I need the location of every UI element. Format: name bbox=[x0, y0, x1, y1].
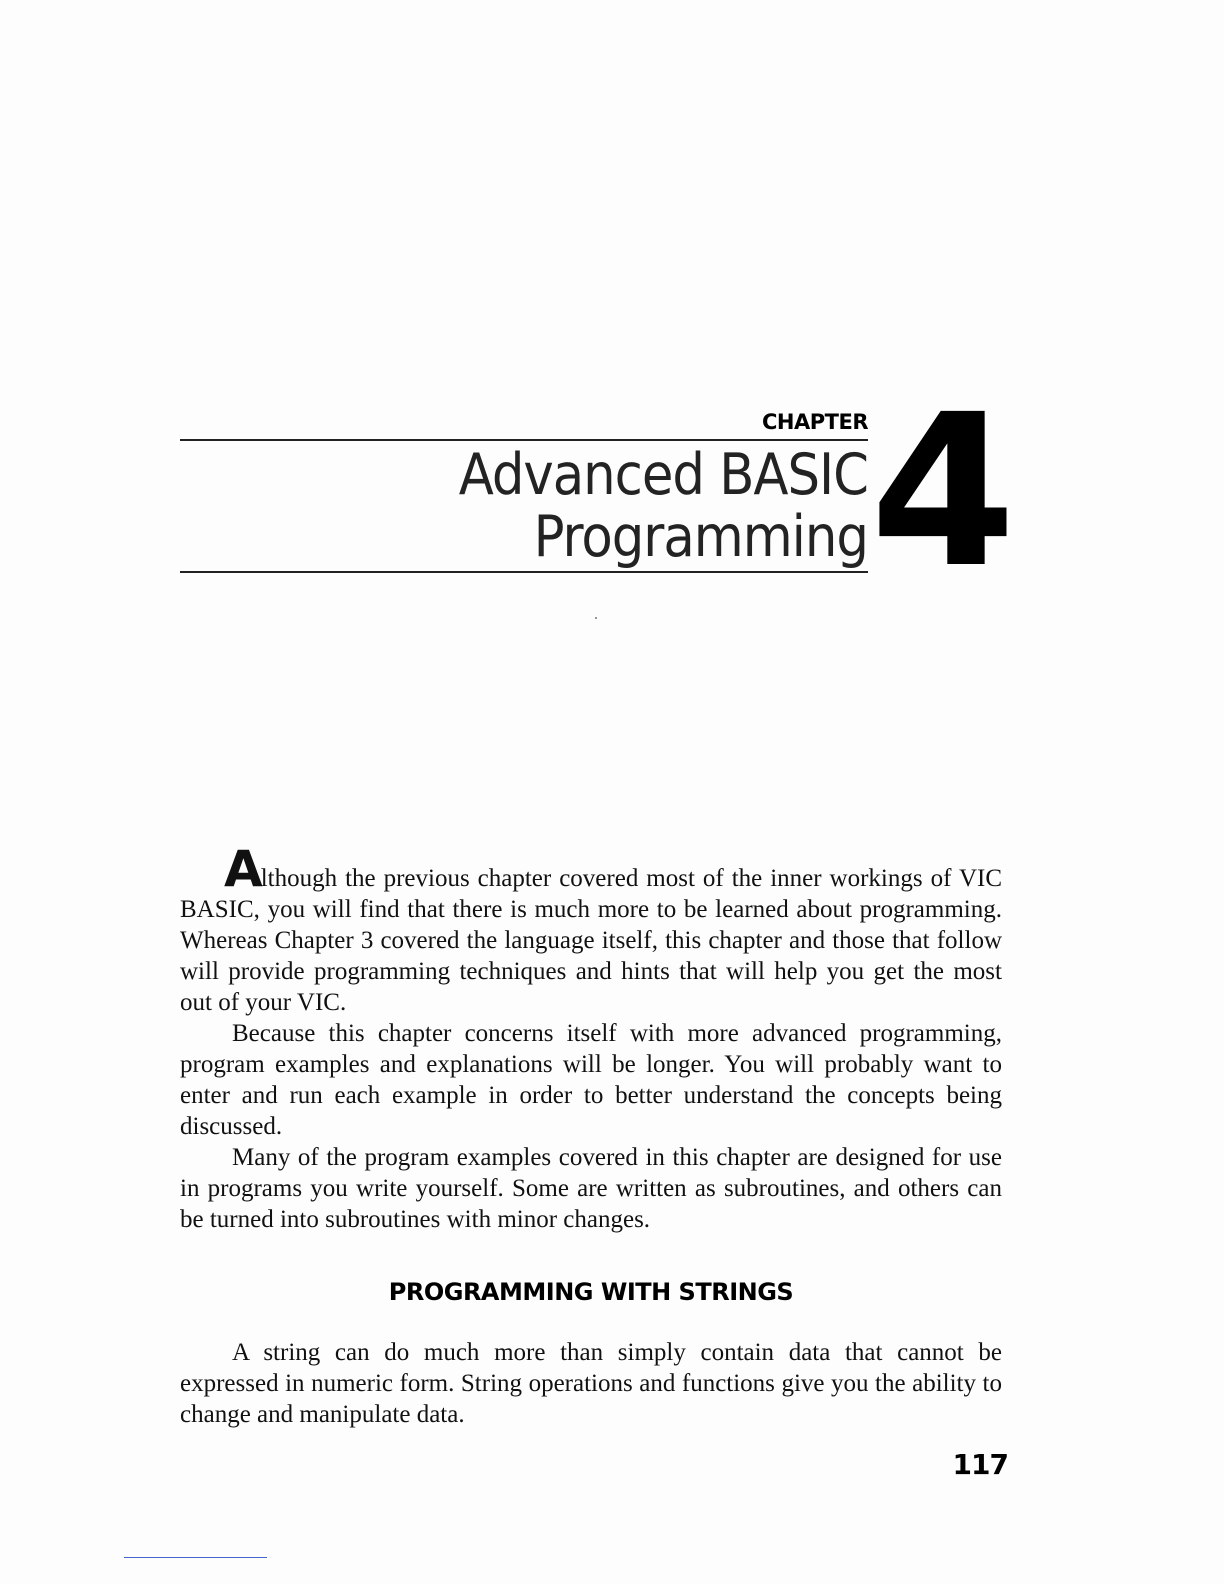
intro-paragraph-1-text: lthough the previous chapter covered most of the inner workings of VIC BASIC, you will find that there is much more to be learned about programming. Whereas Chapter 3 covered the language itself, this chapter and those that follow will provide programming techniques and hints that will help you get the most out of your VIC. bbox=[180, 865, 1002, 1016]
section-text bbox=[180, 1337, 1002, 1430]
section-heading: PROGRAMMING WITH STRINGS bbox=[388, 1278, 794, 1306]
chapter-rule-top bbox=[180, 439, 868, 441]
intro-text bbox=[180, 840, 1002, 1235]
chapter-number: 4 bbox=[870, 369, 1011, 614]
chapter-title bbox=[459, 444, 868, 568]
section-paragraph-1: A string can do much more than simply contain data that cannot be expressed in numeric form. String operations and functions give you the ability to change and manipulate data. bbox=[180, 1339, 1002, 1428]
intro-paragraph-2: Because this chapter concerns itself with more advanced programming, program examples and explanations will be longer. You will probably want to enter and run each example in order to better understand the concepts being discussed. bbox=[180, 1020, 1002, 1140]
chapter-title-line-2: Programming bbox=[533, 504, 868, 570]
page-number: 117 bbox=[952, 1448, 1008, 1481]
intro-paragraph-3: Many of the program examples covered in this chapter are designed for use in programs you write yourself. Some are written as subroutines, and others can be turned into subroutines with minor changes. bbox=[180, 1144, 1002, 1233]
intro-paragraph-1 bbox=[180, 840, 1002, 1018]
drop-cap: A bbox=[224, 840, 261, 898]
chapter-rule-bottom bbox=[180, 571, 868, 573]
print-speck bbox=[595, 617, 597, 619]
bottom-edge-line bbox=[124, 1557, 267, 1558]
chapter-title-line-1: Advanced BASIC bbox=[458, 442, 868, 508]
chapter-label: CHAPTER bbox=[762, 410, 868, 434]
